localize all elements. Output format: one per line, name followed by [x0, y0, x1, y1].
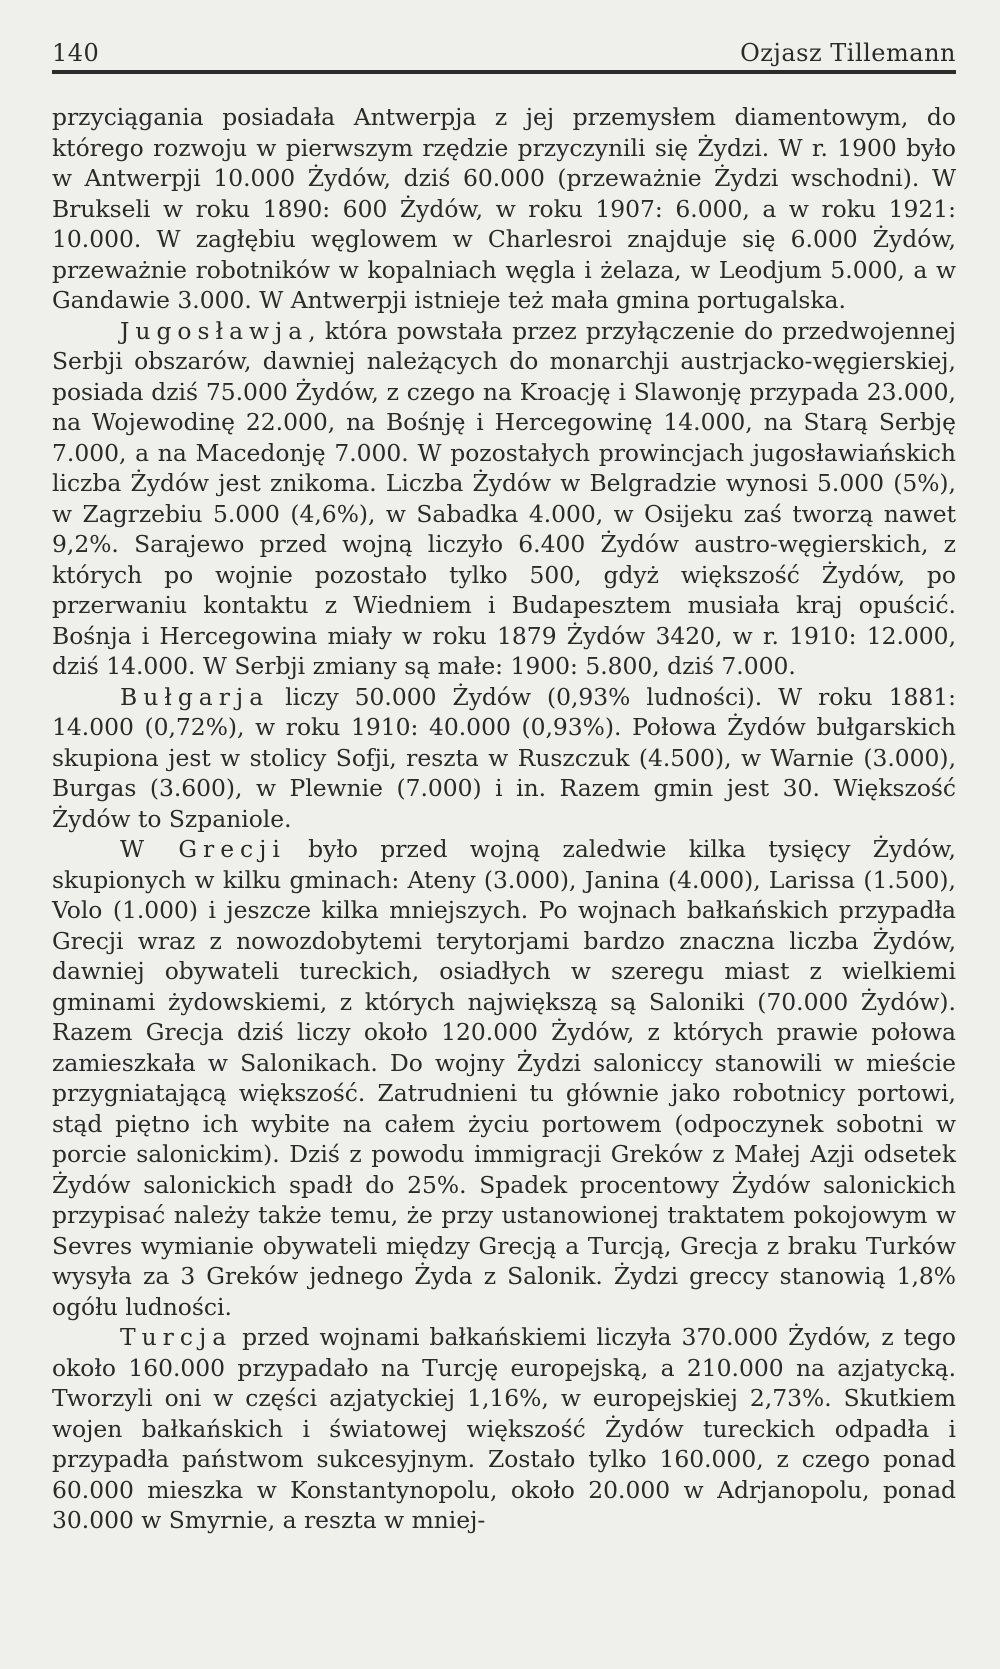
body-text — [52, 102, 956, 1536]
paragraph-text: przed wojnami bałkańskiemi liczyła 370.000 Żydów, z tego około 160.000 przypadało na Turcję europejską, a 210.000 na azjatycką. Tworzyli oni w części azjatyckiej 1,16%, w europejskiej 2,73%. Skutkiem wojen bałkańskich i światowej większość Żydów tureckich odpadła i przypadła państwom sukcesyjnym. Zostało tylko 160.000, z czego ponad 60.000 mieszka w Konstantynopolu, około 20.000 w Adrjanopolu, ponad 30.000 w Smyrnie, a reszta w mniej- — [52, 1323, 956, 1534]
paragraph-text: było przed wojną zaledwie kilka tysięcy Żydów, skupionych w kilku gminach: Ateny (3.000), Janina (4.000), Larissa (1.500), Volo (1.000) i jeszcze kilka mniejszych. Po wojnach bałkańskich przypadła Grecji wraz z nowozdobytemi terytorjami bardzo znaczna liczba Żydów, dawniej obywateli tureckich, osiadłych w szeregu miast z wielkiemi gminami żydowskiemi, z których największą są Saloniki (70.000 Żydów). Razem Grecja dziś liczy około 120.000 Żydów, z których prawie połowa zamieszkała w Salonikach. Do wojny Żydzi saloniccy stanowili w mieście przygniatającą większość. Zatrudnieni tu głównie jako robotnicy portowi, stąd piętno ich wybite na całem życiu portowem (odpoczynek sobotni w porcie salonickim). Dziś z powodu immigracji Greków z Małej Azji odsetek Żydów salonickich spadł do 25%. Spadek procentowy Żydów salonickich przypisać należy także temu, że przy ustanowionej traktatem pokojowym w Sevres wymianie obywateli między Grecją a Turcją, Grecja z braku Turków wysyła za 3 Greków jednego Żyda z Salonik. Żydzi greccy stanowią 1,8% ogółu ludności. — [52, 835, 956, 1321]
paragraph-belgium — [52, 102, 956, 316]
running-head: Ozjasz Tillemann — [740, 39, 956, 67]
paragraph-greece — [52, 834, 956, 1322]
header-rule — [52, 70, 956, 74]
paragraph-text: liczy 50.000 Żydów (0,93% ludności). W roku 1881: 14.000 (0,72%), w roku 1910: 40.000 (0,93%). Połowa Żydów bułgarskich skupiona jest w stolicy Sofji, reszta w Ruszczuk (4.500), w Warnie (3.000), Burgas (3.600), w Plewnie (7.000) i in. Razem gmin jest 30. Większość Żydów to Szpaniole. — [52, 682, 956, 833]
country-heading: Turcja — [120, 1323, 233, 1351]
paragraph-text: , która powstała przez przyłączenie do przedwojennej Serbji obszarów, dawniej należących do monarchji austrjacko-węgierskiej, posiada dziś 75.000 Żydów, z czego na Kroację i Slawonję przypada 23.000, na Wojewodinę 22.000, na Bośnję i Hercegowinę 14.000, na Starą Serbję 7.000, a na Macedonję 7.000. W pozostałych prowincjach jugosławiańskich liczba Żydów jest znikoma. Liczba Żydów w Belgradzie wynosi 5.000 (5%), w Zagrzebiu 5.000 (4,6%), w Sabadka 4.000, w Osijeku zaś tworzą nawet 9,2%. Sarajewo przed wojną liczyło 6.400 Żydów austro-węgierskich, z których po wojnie pozostało tylko 500, gdyż większość Żydów, po przerwaniu kontaktu z Wiedniem i Budapesztem musiała kraj opuścić. Bośnja i Hercegowina miały w roku 1879 Żydów 3420, w r. 1910: 12.000, dziś 14.000. W Serbji zmiany są małe: 1900: 5.800, dziś 7.000. — [52, 316, 956, 680]
paragraph-turkey — [52, 1322, 956, 1536]
paragraph-text: przyciągania posiadała Antwerpja z jej przemysłem diamentowym, do którego rozwoju w pierwszym rzędzie przyczynili się Żydzi. W r. 1900 było w Antwerpji 10.000 Żydów, dziś 60.000 (przeważnie Żydzi wschodni). W Brukseli w roku 1890: 600 Żydów, w roku 1907: 6.000, a w roku 1921: 10.000. W zagłębiu węglowem w Charlesroi znajduje się 6.000 Żydów, przeważnie robotników w kopalniach węgla i żelaza, w Leodjum 5.000, a w Gandawie 3.000. W Antwerpji istnieje też mała gmina portugalska. — [52, 103, 956, 314]
paragraph-bulgaria — [52, 682, 956, 835]
country-heading: W Grecji — [120, 835, 286, 863]
country-heading: Jugosławja — [120, 316, 309, 345]
country-heading: Bułgarja — [120, 682, 270, 711]
page-number: 140 — [52, 39, 100, 67]
paragraph-yugoslavia — [52, 316, 956, 682]
